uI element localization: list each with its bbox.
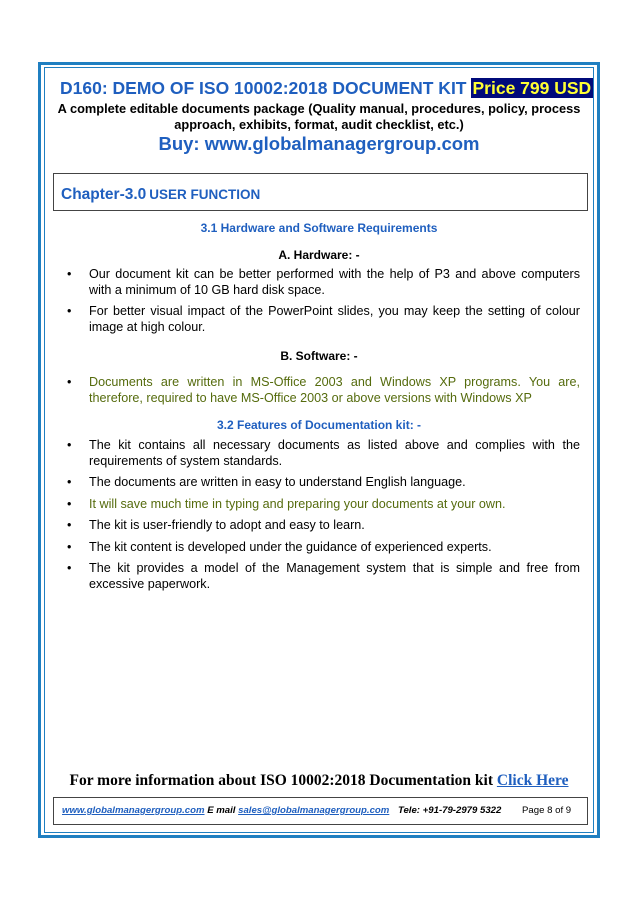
software-list [62,375,580,406]
more-info-text: For more information about ISO 10002:2018 Documentation kit [69,772,494,789]
click-here-link[interactable]: Click Here [496,772,569,789]
list-item: • The kit is user-friendly to adopt and easy to learn. [67,518,365,532]
footer-email-label: E mail [207,805,236,816]
footer-tele: Tele: +91-79-2979 5322 [397,805,502,816]
section-3-2-title: 3.2 Features of Documentation kit: - [216,418,422,432]
list-item: • The kit contains all necessary documents as listed above and complies with the requirements of system standards. [67,438,580,468]
software-heading: B. Software: - [280,349,358,363]
buy-link[interactable]: Buy: www.globalmanagergroup.com [158,133,480,154]
features-list [62,438,580,592]
footer-email-link[interactable]: sales@globalmanagergroup.com [238,805,390,816]
bullet-icon: • [67,518,72,532]
page-number: Page 8 of 9 [522,805,572,816]
hardware-list [62,267,580,335]
footer-website-link[interactable]: www.globalmanagergroup.com [62,805,205,816]
document-title [60,78,593,99]
list-item: • The kit provides a model of the Management system that is simple and free from excessive paperwork. [67,561,580,591]
bullet-icon: • [67,496,72,511]
list-item: • Documents are written in MS-Office 2003 and Windows XP programs. You are, therefore, required to have MS-Office 2003 or above versions with Windows XP [67,375,580,405]
bullet-icon: • [67,438,72,452]
document-subtitle: A complete editable documents package (Quality manual, procedures, policy, process approach, exhibits, format, audit checklist, etc.) [57,101,581,132]
chapter-heading [61,186,260,204]
list-item: • The kit content is developed under the guidance of experienced experts. [67,539,492,554]
list-item: • It will save much time in typing and preparing your documents at your own. [67,496,506,511]
chapter-number: Chapter-3.0 [61,186,147,203]
price-badge: Price 799 USD [472,78,592,98]
bullet-icon: • [67,267,72,281]
more-info-line [50,772,588,790]
bullet-icon: • [67,304,72,318]
list-item: • The documents are written in easy to understand English language. [67,475,466,489]
chapter-name: USER FUNCTION [149,187,261,202]
bullet-icon: • [67,561,72,575]
bullet-icon: • [67,375,72,389]
bullet-icon: • [67,475,72,489]
bullet-icon: • [67,539,72,554]
footer [62,805,571,816]
title-text: D160: DEMO OF ISO 10002:2018 DOCUMENT KIT [60,78,467,98]
list-item: • For better visual impact of the PowerPoint slides, you may keep the setting of colour image at high colour. [67,304,580,334]
hardware-heading: A. Hardware: - [278,248,360,262]
section-3-1-title: 3.1 Hardware and Software Requirements [200,221,438,235]
list-item: • Our document kit can be better performed with the help of P3 and above computers with a minimum of 10 GB hard disk space. [67,267,580,297]
